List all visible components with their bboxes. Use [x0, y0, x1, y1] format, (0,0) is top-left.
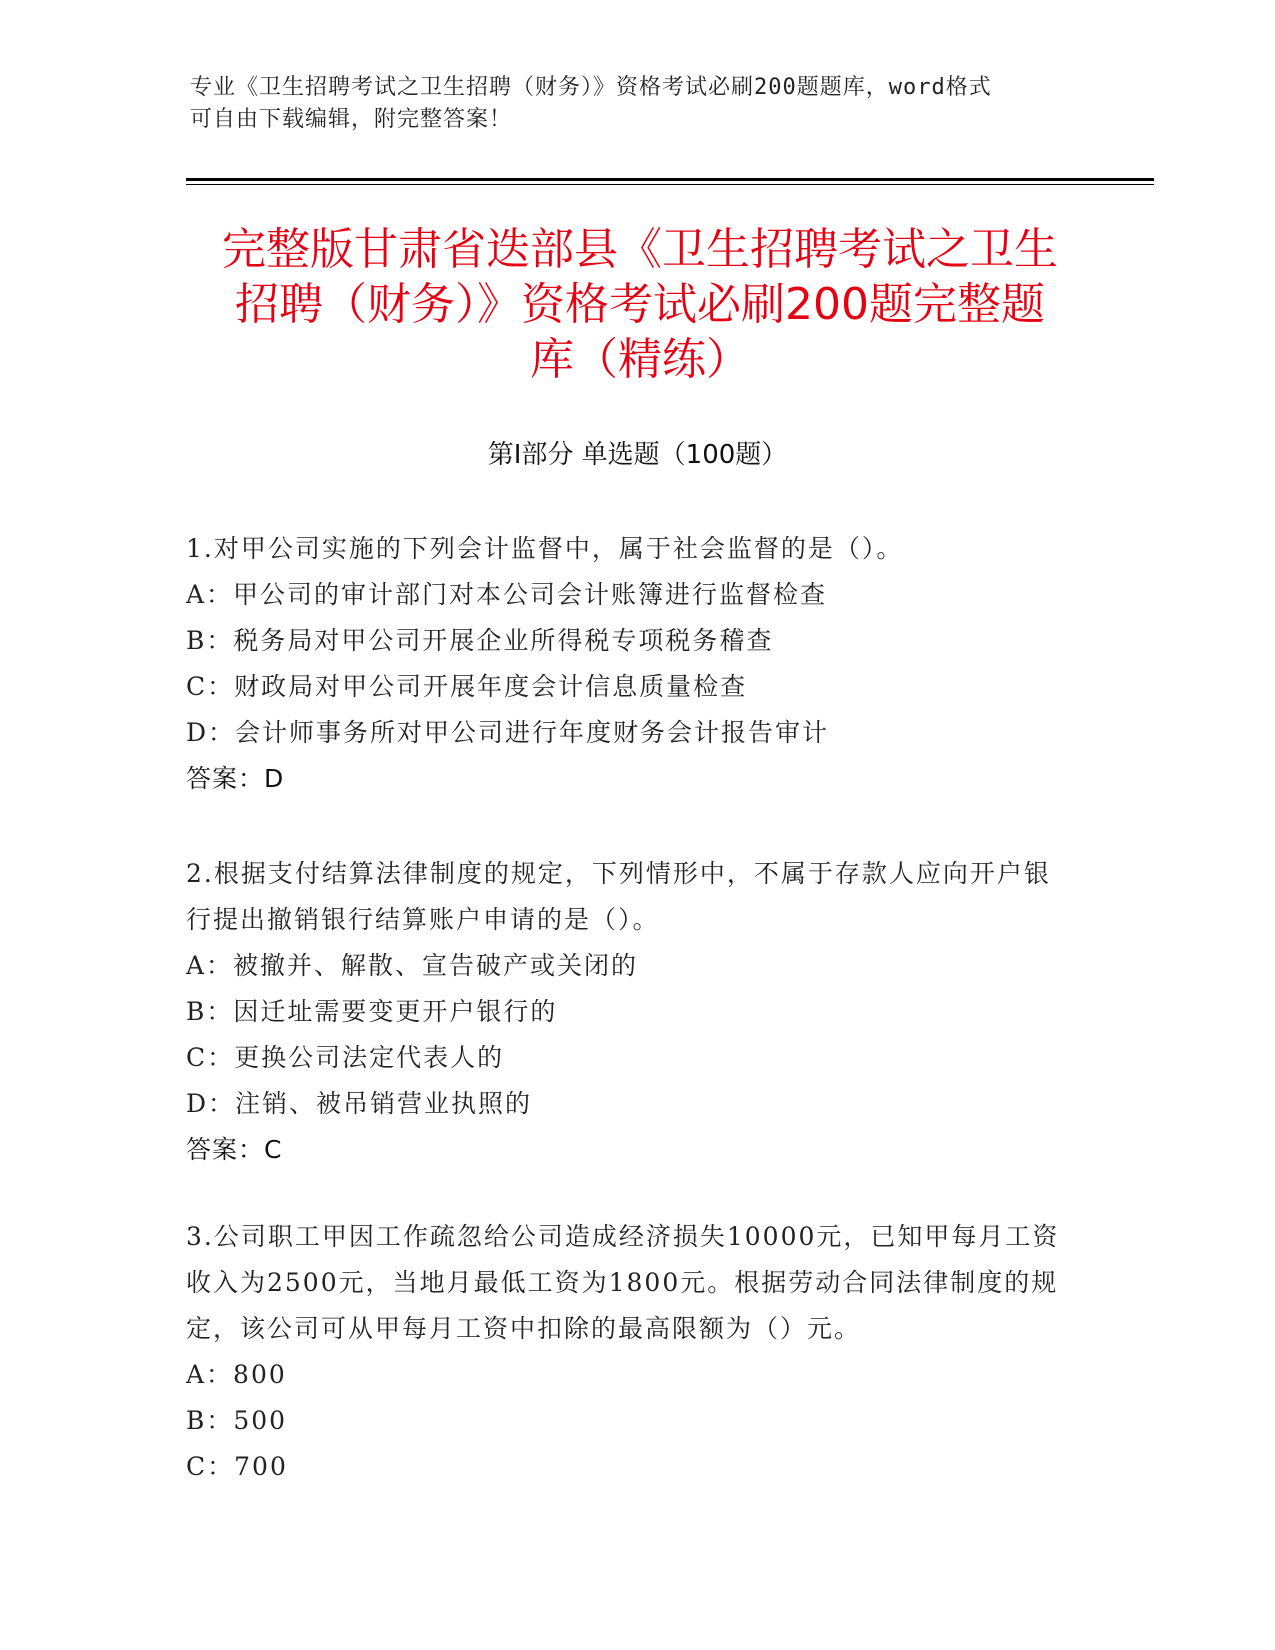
question-stem: 3.公司职工甲因工作疏忽给公司造成经济损失10000元，已知甲每月工资收入为2500元，当地月最低工资为1800元。根据劳动合同法律制度的规定，该公司可从甲每月工资中扣除的最高限额为（）元。: [186, 1222, 1060, 1343]
option-c: C：财政局对甲公司开展年度会计信息质量检查: [186, 672, 748, 701]
option-d: D：会计师事务所对甲公司进行年度财务会计报告审计: [186, 718, 830, 747]
option-c: C：700: [186, 1452, 288, 1481]
header-note-line-2: 可自由下载编辑，附完整答案！: [190, 107, 513, 132]
option-d: D：注销、被吊销营业执照的: [186, 1089, 533, 1118]
document-title-line-1: 完整版甘肃省迭部县《卫生招聘考试之卫生: [222, 224, 1058, 275]
header-divider-thick: [186, 178, 1154, 181]
document-title: [190, 222, 1090, 387]
option-c: C：更换公司法定代表人的: [186, 1043, 505, 1072]
header-divider-thin: [186, 184, 1154, 185]
section-title: 第Ⅰ部分 单选题（100题）: [487, 440, 788, 470]
document-title-line-2: 招聘（财务）》资格考试必刷200题完整题: [235, 279, 1045, 330]
option-b: B：500: [186, 1406, 288, 1435]
document-title-line-3: 库（精练）: [530, 334, 750, 385]
question-3: [186, 1214, 1066, 1490]
header-note-line-1: 专业《卫生招聘考试之卫生招聘（财务）》资格考试必刷200题题库，word格式: [190, 75, 992, 100]
answer: 答案：D: [186, 764, 285, 793]
option-a: A：800: [186, 1360, 287, 1389]
option-b: B：因迁址需要变更开户银行的: [186, 997, 558, 1026]
question-2: [186, 851, 1066, 1173]
option-a: A：被撤并、解散、宣告破产或关闭的: [186, 951, 639, 980]
question-stem: 2.根据支付结算法律制度的规定，下列情形中，不属于存款人应向开户银行提出撤销银行结算账户申请的是（）。: [186, 859, 1051, 934]
question-1: [186, 526, 1066, 802]
option-b: B：税务局对甲公司开展企业所得税专项税务稽查: [186, 626, 774, 655]
option-a: A：甲公司的审计部门对本公司会计账簿进行监督检查: [186, 580, 828, 609]
header-note: [190, 72, 1060, 136]
answer: 答案：C: [186, 1135, 283, 1164]
question-stem: 1.对甲公司实施的下列会计监督中，属于社会监督的是（）。: [186, 534, 904, 563]
